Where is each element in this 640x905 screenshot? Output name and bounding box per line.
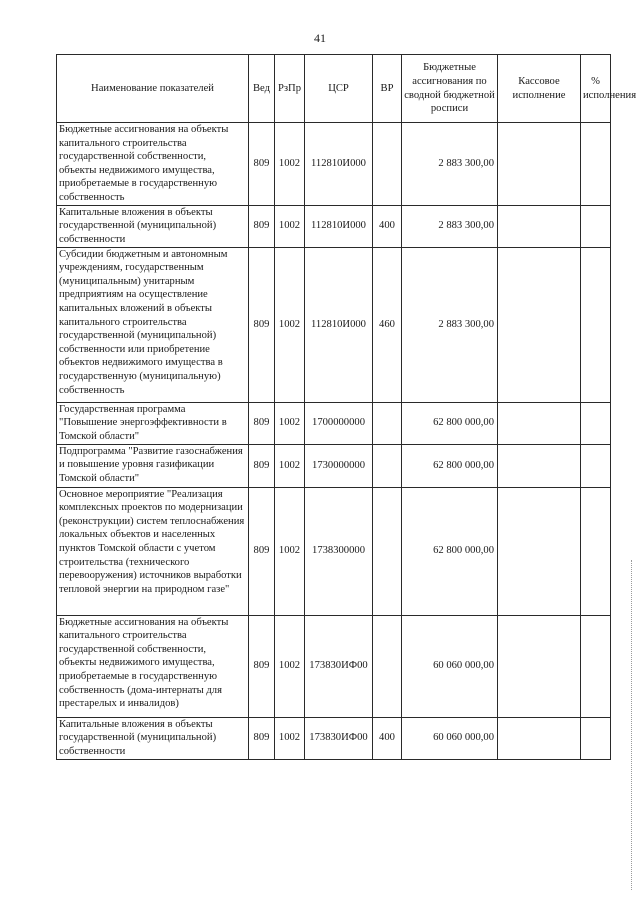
header-vr: ВР (373, 55, 402, 123)
cell-percent (581, 123, 611, 206)
table-row (57, 402, 611, 444)
table-row (57, 487, 611, 615)
cell-vr (373, 487, 402, 615)
cell-vr: 400 (373, 717, 402, 759)
cell-percent (581, 205, 611, 247)
table-row (57, 717, 611, 759)
cell-rzpr: 1002 (275, 123, 305, 206)
cell-csr: 1738300000 (305, 487, 373, 615)
cell-ved: 809 (249, 444, 275, 487)
header-csr: ЦСР (305, 55, 373, 123)
header-name: Наименование показателей (57, 55, 249, 123)
cell-vr: 460 (373, 247, 402, 402)
cell-name: Основное мероприятие "Реализация комплексных проектов по модернизации (реконструкции) систем теплоснабжения локальных объектов и населенных пунктов Томской области с учетом строительства (технического перевооружения) источников выработки тепловой энергии на природном газе" (57, 487, 249, 615)
cell-csr: 112810И000 (305, 123, 373, 206)
cell-budget: 2 883 300,00 (402, 247, 498, 402)
cell-percent (581, 402, 611, 444)
cell-cash (498, 717, 581, 759)
cell-cash (498, 247, 581, 402)
cell-csr: 173830ИФ00 (305, 717, 373, 759)
header-budget: Бюджетные ассигнования по сводной бюджетной росписи (402, 55, 498, 123)
cell-budget: 60 060 000,00 (402, 717, 498, 759)
cell-name: Субсидии бюджетным и автономным учреждениям, государственным (муниципальным) унитарным предприятиям на осуществление капитальных вложений в объекты капитального строительства государственной (муниципальной) собственности или приобретение объектов недвижимого имущества в государственную (муниципальную) собственность (57, 247, 249, 402)
cell-percent (581, 717, 611, 759)
cell-ved: 809 (249, 402, 275, 444)
cell-vr (373, 123, 402, 206)
cell-cash (498, 205, 581, 247)
cell-budget: 2 883 300,00 (402, 205, 498, 247)
cell-vr (373, 615, 402, 717)
header-row (57, 55, 611, 123)
cell-budget: 62 800 000,00 (402, 444, 498, 487)
cell-rzpr: 1002 (275, 247, 305, 402)
cell-ved: 809 (249, 717, 275, 759)
cell-rzpr: 1002 (275, 717, 305, 759)
cell-name: Подпрограмма "Развитие газоснабжения и повышение уровня газификации Томской области" (57, 444, 249, 487)
header-cash: Кассовое исполнение (498, 55, 581, 123)
cell-name: Бюджетные ассигнования на объекты капитального строительства государственной собственности, объекты недвижимого имущества, приобретаемые в государственную собственность (дома-интернаты для престарелых и инвалидов) (57, 615, 249, 717)
cell-percent (581, 487, 611, 615)
cell-percent (581, 444, 611, 487)
cell-percent (581, 615, 611, 717)
cell-rzpr: 1002 (275, 615, 305, 717)
cell-name: Капитальные вложения в объекты государственной (муниципальной) собственности (57, 717, 249, 759)
header-rzpr: РзПр (275, 55, 305, 123)
scan-edge-line (631, 560, 633, 890)
cell-cash (498, 444, 581, 487)
table-row (57, 123, 611, 206)
cell-cash (498, 487, 581, 615)
cell-name: Государственная программа "Повышение энергоэффективности в Томской области" (57, 402, 249, 444)
page-number: 41 (314, 31, 326, 45)
header-ved: Вед (249, 55, 275, 123)
cell-rzpr: 1002 (275, 205, 305, 247)
header-percent: % исполнения (581, 55, 611, 123)
cell-csr: 1730000000 (305, 444, 373, 487)
cell-vr (373, 444, 402, 487)
cell-budget: 62 800 000,00 (402, 402, 498, 444)
cell-name: Капитальные вложения в объекты государственной (муниципальной) собственности (57, 205, 249, 247)
cell-csr: 112810И000 (305, 205, 373, 247)
cell-csr: 173830ИФ00 (305, 615, 373, 717)
table-row (57, 205, 611, 247)
cell-percent (581, 247, 611, 402)
table-row (57, 444, 611, 487)
cell-csr: 1700000000 (305, 402, 373, 444)
cell-rzpr: 1002 (275, 444, 305, 487)
cell-budget: 62 800 000,00 (402, 487, 498, 615)
budget-table (56, 54, 637, 760)
cell-cash (498, 123, 581, 206)
cell-vr (373, 402, 402, 444)
cell-rzpr: 1002 (275, 487, 305, 615)
table-row (57, 247, 611, 402)
cell-name: Бюджетные ассигнования на объекты капитального строительства государственной собственности, объекты недвижимого имущества, приобретаемые в государственную собственность (57, 123, 249, 206)
cell-ved: 809 (249, 123, 275, 206)
cell-rzpr: 1002 (275, 402, 305, 444)
cell-budget: 60 060 000,00 (402, 615, 498, 717)
cell-budget: 2 883 300,00 (402, 123, 498, 206)
cell-ved: 809 (249, 615, 275, 717)
cell-cash (498, 402, 581, 444)
cell-vr: 400 (373, 205, 402, 247)
cell-ved: 809 (249, 205, 275, 247)
cell-ved: 809 (249, 247, 275, 402)
table-row (57, 615, 611, 717)
cell-cash (498, 615, 581, 717)
cell-ved: 809 (249, 487, 275, 615)
cell-csr: 112810И000 (305, 247, 373, 402)
